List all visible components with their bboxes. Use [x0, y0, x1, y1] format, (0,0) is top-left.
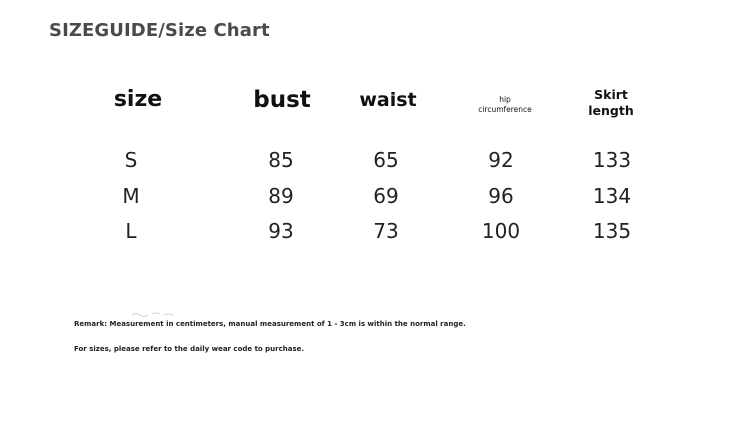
table-cell-skirt-length: 135 — [592, 219, 632, 243]
column-header-skirt-line2: length — [588, 102, 634, 118]
column-header-hip-line2: circumference — [478, 105, 532, 115]
table-cell-waist: 65 — [373, 148, 399, 172]
column-header-size: size — [113, 87, 163, 112]
column-header-skirt-length — [576, 87, 646, 118]
table-cell-hip: 92 — [488, 148, 514, 172]
table-cell-size: S — [124, 148, 138, 172]
table-cell-bust: 89 — [268, 184, 294, 208]
table-cell-bust: 93 — [268, 219, 294, 243]
column-header-hip-circumference — [465, 95, 545, 115]
table-cell-waist: 73 — [373, 219, 399, 243]
table-cell-skirt-length: 134 — [592, 184, 632, 208]
column-header-bust: bust — [253, 87, 311, 113]
page-title: SIZEGUIDE/Size Chart — [49, 20, 270, 41]
table-cell-size: M — [122, 184, 140, 208]
table-cell-hip: 96 — [488, 184, 514, 208]
table-cell-skirt-length: 133 — [592, 148, 632, 172]
remark-note: Remark: Measurement in centimeters, manual measurement of 1 - 3cm is within the normal range. — [74, 320, 466, 328]
table-cell-hip: 100 — [481, 219, 521, 243]
table-cell-waist: 69 — [373, 184, 399, 208]
decorative-smudge — [130, 311, 176, 317]
column-header-skirt-line1: Skirt — [594, 87, 628, 102]
purchase-note: For sizes, please refer to the daily wear code to purchase. — [74, 345, 305, 353]
column-header-hip-line1: hip — [499, 95, 511, 104]
column-header-waist: waist — [359, 89, 417, 111]
table-cell-bust: 85 — [268, 148, 294, 172]
table-cell-size: L — [125, 219, 137, 243]
